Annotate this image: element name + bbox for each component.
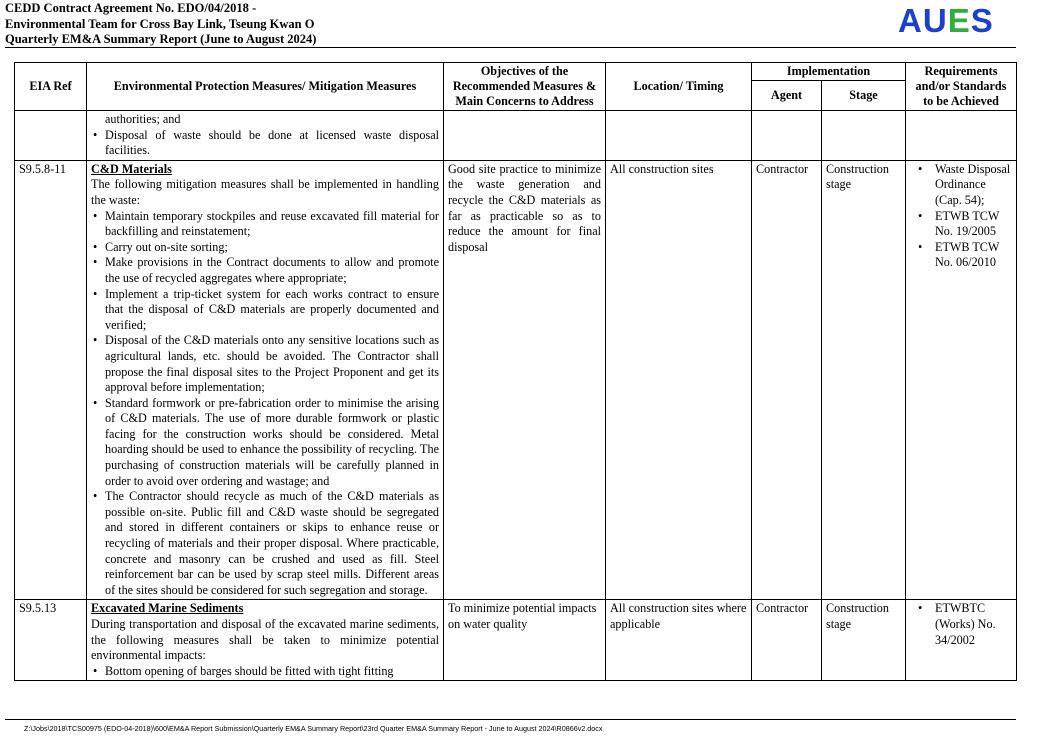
requirements-cell — [906, 600, 1017, 681]
stage-cell: Construction stage — [822, 600, 906, 681]
measure-bullet: • Make provisions in the Contract documents to allow and promote the use of recycled aggregates where appropriate; — [105, 255, 439, 286]
document-header — [5, 1, 316, 48]
logo-letter-s: S — [970, 2, 994, 39]
header-agent: Agent — [752, 81, 822, 111]
eia-ref-cell — [15, 111, 87, 161]
measure-title: C&D Materials — [91, 161, 172, 176]
stage-cell: Construction stage — [822, 160, 906, 600]
location-cell — [606, 111, 752, 161]
mitigation-measures-table — [14, 62, 1017, 681]
header-implementation: Implementation — [752, 63, 906, 81]
table-row — [15, 111, 1017, 161]
measure-intro: The following mitigation measures shall be implemented in handling the waste: — [91, 177, 439, 207]
objectives-cell — [444, 111, 606, 161]
measures-cell — [87, 160, 444, 600]
agent-cell — [752, 111, 822, 161]
header-line-team: Environmental Team for Cross Bay Link, Tseung Kwan O — [5, 16, 315, 31]
footer-file-path: Z:\Jobs\2018\TCS00975 (EDO-04-2018)\600\EM&A Report Submission\Quarterly EM&A Summary Report\23rd Quarter EM&A Summary Report - June to August 2024\R0866v2.docx — [24, 724, 603, 733]
stage-cell — [822, 111, 906, 161]
header-location-timing: Location/ Timing — [606, 63, 752, 111]
logo-letter-u: U — [922, 2, 948, 39]
measures-cell — [87, 111, 444, 161]
measure-bullet: • Bottom opening of barges should be fitted with tight fitting — [105, 664, 439, 680]
table-row — [15, 600, 1017, 681]
requirements-list — [910, 162, 1012, 271]
requirements-list — [910, 601, 1012, 648]
requirements-cell — [906, 160, 1017, 600]
location-cell: All construction sites where applicable — [606, 600, 752, 681]
measure-bullet: • The Contractor should recycle as much of the C&D materials as possible on-site. Public fill and C&D waste should be segregated and stored in different containers or skips to enhance reuse or recycling of materials and their proper disposal. Where practicable, concrete and masonry can be crushed and used as fill. Steel reinforcement bar can be used by scrap steel mills. Different areas of the sites should be considered for such segregation and storage. — [105, 489, 439, 598]
measure-bullet: • Implement a trip-ticket system for each works contract to ensure that the disposal of C&D materials are properly documented and verified; — [105, 287, 439, 334]
measure-bullet: • Disposal of the C&D materials onto any sensitive locations such as agricultural lands, etc. should be avoided. The Contractor shall propose the final disposal sites to the Project Proponent and get its approval before implementation; — [105, 333, 439, 395]
measure-bullet: • Standard formwork or pre-fabrication order to minimise the arising of C&D materials. The use of more durable formwork or plastic facing for the construction works should be considered. Metal hoarding should be used to enhance the possibility of recycling. The purchasing of construction materials will be carefully planned in order to avoid over ordering and wastage; and — [105, 396, 439, 490]
logo-letter-e: E — [947, 2, 971, 39]
requirement-item: • ETWBTC (Works) No. 34/2002 — [935, 601, 1012, 648]
header-eia-ref: EIA Ref — [15, 63, 87, 111]
measure-intro: authorities; and — [105, 112, 181, 126]
measure-bullet: • Carry out on-site sorting; — [105, 240, 439, 256]
measure-bullet-list — [91, 664, 439, 680]
header-line-report: Quarterly EM&A Summary Report (June to August 2024) — [5, 32, 317, 46]
objectives-cell: Good site practice to minimize the waste generation and recycle the C&D materials as far as practicable so as to reduce the amount for final disposal — [444, 160, 606, 600]
aues-logo — [898, 3, 994, 39]
header-requirements: Requirements and/or Standards to be Achieved — [906, 63, 1017, 111]
eia-ref-cell: S9.5.8-11 — [15, 160, 87, 600]
location-cell: All construction sites — [606, 160, 752, 600]
measures-cell — [87, 600, 444, 681]
measure-intro: During transportation and disposal of the excavated marine sediments, the following measures shall be taken to minimize potential environmental impacts: — [91, 617, 439, 663]
measure-title: Excavated Marine Sediments — [91, 601, 244, 616]
logo-letter-a: A — [898, 2, 923, 39]
measure-bullet-list — [91, 128, 439, 159]
eia-ref-cell: S9.5.13 — [15, 600, 87, 681]
requirement-item: • ETWB TCW No. 19/2005 — [935, 209, 1012, 240]
agent-cell: Contractor — [752, 160, 822, 600]
measure-bullet: • Disposal of waste should be done at licensed waste disposal facilities. — [105, 128, 439, 159]
requirements-cell — [906, 111, 1017, 161]
measure-bullet: • Maintain temporary stockpiles and reuse excavated fill material for backfilling and reinstatement; — [105, 209, 439, 240]
agent-cell: Contractor — [752, 600, 822, 681]
objectives-cell: To minimize potential impacts on water quality — [444, 600, 606, 681]
header-objectives: Objectives of the Recommended Measures & Main Concerns to Address — [444, 63, 606, 111]
requirement-item: • ETWB TCW No. 06/2010 — [935, 240, 1012, 271]
table-row — [15, 160, 1017, 600]
requirement-item: • Waste Disposal Ordinance (Cap. 54); — [935, 162, 1012, 209]
measure-bullet-list — [91, 209, 439, 599]
footer-divider — [5, 719, 1016, 720]
header-measures: Environmental Protection Measures/ Mitigation Measures — [87, 63, 444, 111]
header-stage: Stage — [822, 81, 906, 111]
header-divider — [5, 47, 1016, 48]
header-line-contract: CEDD Contract Agreement No. EDO/04/2018 - — [5, 1, 257, 15]
